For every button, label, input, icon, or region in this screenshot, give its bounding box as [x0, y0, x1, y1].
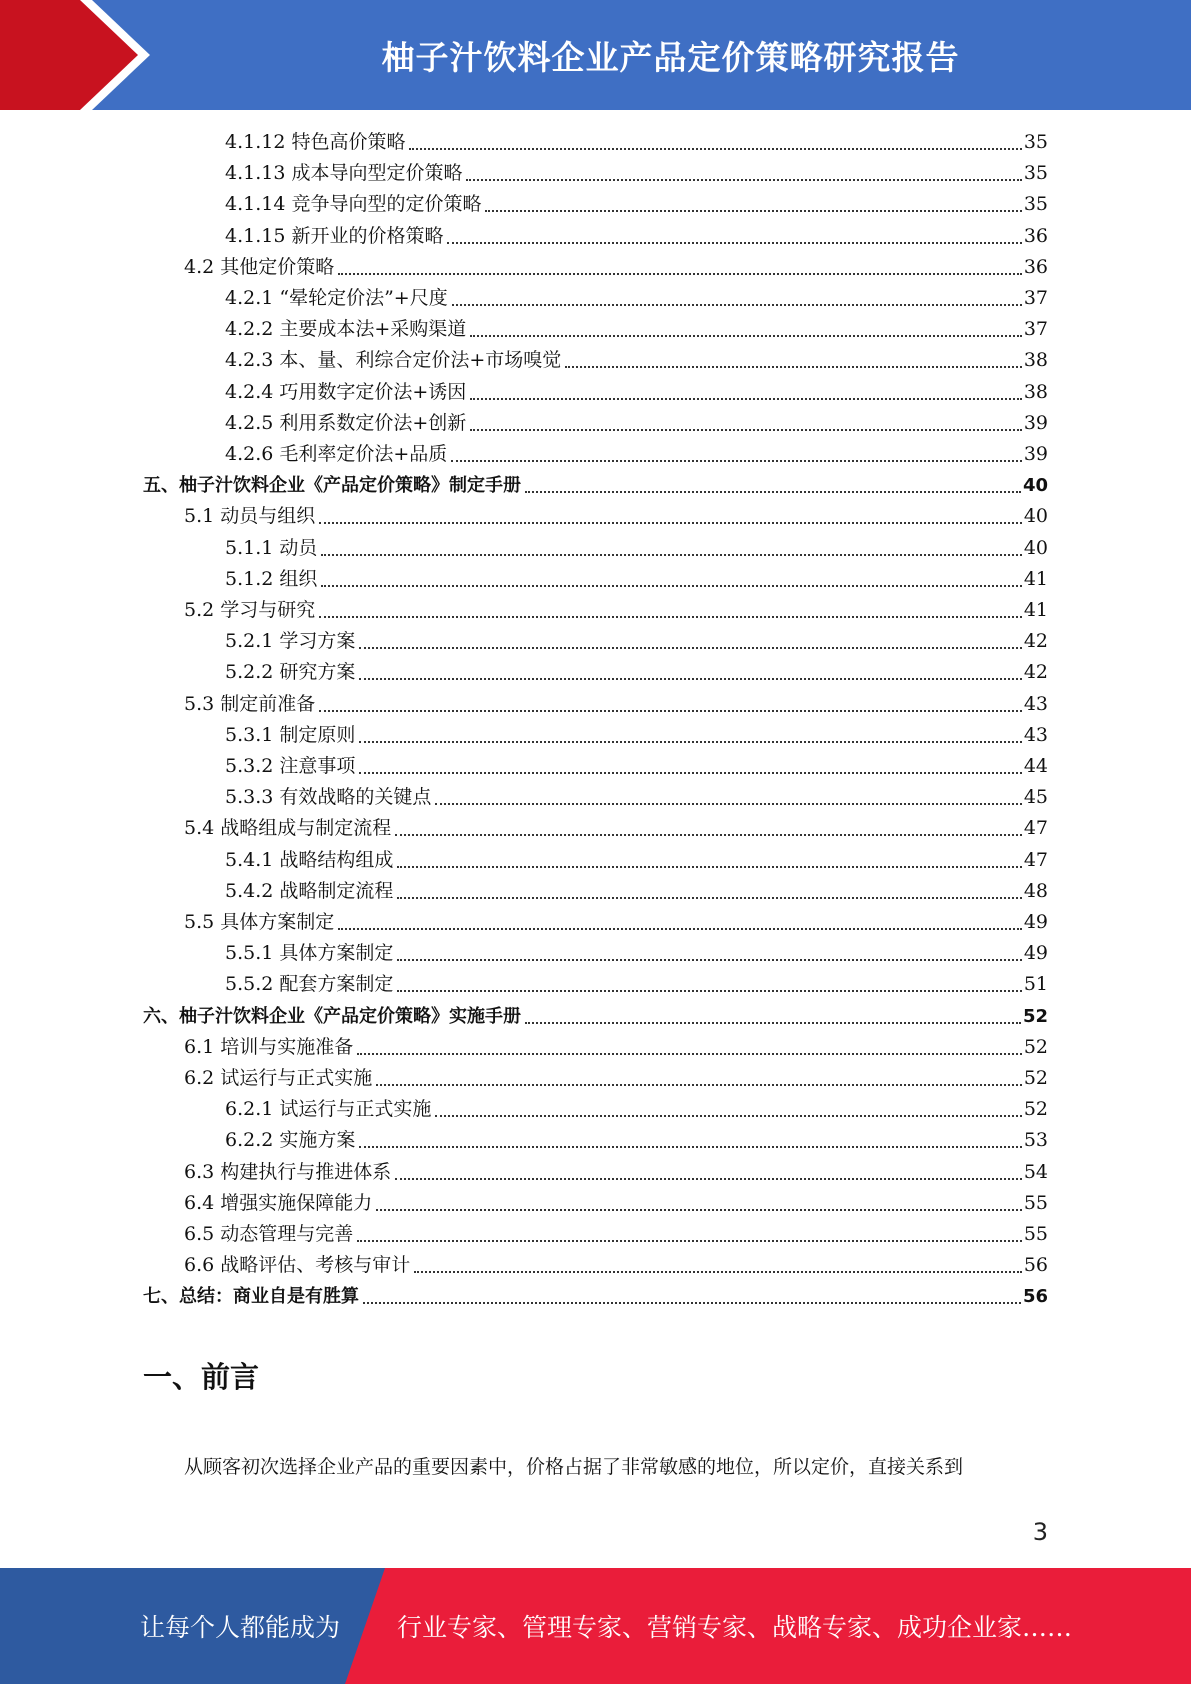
toc-leader-dots — [319, 615, 1022, 618]
toc-leader-dots — [395, 1177, 1022, 1180]
toc-leader-dots — [359, 740, 1021, 743]
toc-entry-label: 五、柚子汁饮料企业《产品定价策略》制定手册 — [143, 475, 521, 497]
toc-entry-label: 4.1.14 竞争导向型的定价策略 — [225, 193, 482, 216]
toc-entry-page: 51 — [1023, 973, 1048, 996]
toc-entry[interactable] — [225, 657, 1048, 688]
toc-entry-label: 5.4.2 战略制定流程 — [225, 879, 394, 902]
toc-leader-dots — [525, 1021, 1021, 1024]
toc-entry-label: 6.3 构建执行与推进体系 — [184, 1160, 392, 1183]
toc-entry-label: 6.4 增强实施保障能力 — [184, 1191, 373, 1214]
toc-entry-page: 40 — [1022, 475, 1048, 497]
toc-entry-label: 5.5.2 配套方案制定 — [225, 973, 394, 996]
toc-entry-page: 47 — [1023, 817, 1048, 840]
toc-leader-dots — [397, 865, 1021, 868]
toc-entry-label: 4.2.5 利用系数定价法+创新 — [225, 411, 467, 434]
toc-entry-label: 5.3 制定前准备 — [184, 692, 316, 715]
toc-entry[interactable] — [184, 252, 1048, 283]
toc-leader-dots — [338, 272, 1022, 275]
toc-leader-dots — [359, 646, 1021, 649]
toc-entry[interactable] — [225, 938, 1048, 969]
section-title: 一、前言 — [143, 1360, 260, 1394]
toc-leader-dots — [319, 709, 1022, 712]
toc-leader-dots — [357, 1239, 1022, 1242]
toc-entry-page: 40 — [1023, 505, 1048, 528]
toc-entry-page: 41 — [1023, 599, 1048, 621]
toc-leader-dots — [363, 1301, 1021, 1304]
toc-entry-label: 5.5 具体方案制定 — [184, 911, 335, 933]
toc-entry-label: 5.2 学习与研究 — [184, 599, 316, 621]
toc-entry[interactable] — [225, 969, 1048, 1000]
toc-entry-label: 6.2.1 试运行与正式实施 — [225, 1098, 432, 1121]
toc-entry-label: 六、柚子汁饮料企业《产品定价策略》实施手册 — [143, 1005, 521, 1027]
toc-leader-dots — [470, 428, 1022, 431]
toc-entry-label: 5.1.2 组织 — [225, 567, 318, 590]
toc-entry-label: 4.2.1 “晕轮定价法”+尺度 — [225, 287, 448, 309]
toc-entry[interactable] — [225, 845, 1048, 876]
toc-entry-label: 5.1 动员与组织 — [184, 505, 316, 528]
toc-entry-label: 4.2 其他定价策略 — [184, 255, 335, 278]
toc-entry-page: 43 — [1023, 723, 1048, 746]
toc-entry[interactable] — [225, 626, 1048, 657]
toc-entry[interactable] — [225, 408, 1048, 439]
toc-entry[interactable] — [225, 283, 1048, 314]
toc-entry-label: 5.3.3 有效战略的关键点 — [225, 786, 432, 809]
toc-entry[interactable] — [225, 1094, 1048, 1125]
header-title: 柚子汁饮料企业产品定价策略研究报告 — [381, 37, 960, 77]
toc-entry-label: 5.4.1 战略结构组成 — [225, 848, 394, 871]
toc-entry-page: 36 — [1023, 255, 1048, 278]
toc-entry[interactable] — [184, 1250, 1048, 1281]
toc-leader-dots — [359, 1145, 1021, 1148]
toc-entry-label: 5.3.2 注意事项 — [225, 755, 356, 777]
toc-leader-dots — [319, 521, 1022, 524]
toc-entry[interactable] — [225, 127, 1048, 158]
toc-leader-dots — [321, 584, 1021, 587]
toc-leader-dots — [321, 553, 1021, 556]
footer-slogan-right: 行业专家、管理专家、营销专家、战略专家、成功企业家…… — [397, 1613, 1073, 1642]
toc-entry[interactable] — [225, 189, 1048, 220]
toc-entry-label: 6.2 试运行与正式实施 — [184, 1067, 373, 1089]
toc-entry[interactable] — [143, 470, 1048, 501]
toc-entry[interactable] — [225, 345, 1048, 376]
toc-leader-dots — [470, 334, 1022, 337]
toc-entry[interactable] — [184, 689, 1048, 720]
toc-entry[interactable] — [184, 501, 1048, 532]
toc-entry[interactable] — [184, 1032, 1048, 1063]
toc-entry[interactable] — [225, 314, 1048, 345]
toc-entry-page: 39 — [1023, 443, 1048, 465]
toc-entry-page: 38 — [1023, 380, 1048, 403]
toc-entry-page: 49 — [1023, 942, 1048, 965]
toc-entry-page: 52 — [1022, 1005, 1048, 1027]
toc-entry-label: 5.2.1 学习方案 — [225, 630, 356, 653]
toc-entry-label: 5.3.1 制定原则 — [225, 723, 356, 746]
toc-entry-label: 5.5.1 具体方案制定 — [225, 942, 394, 965]
toc-leader-dots — [395, 833, 1022, 836]
toc-leader-dots — [359, 771, 1021, 774]
toc-entry[interactable] — [225, 533, 1048, 564]
toc-entry-page: 55 — [1023, 1191, 1048, 1214]
toc-entry[interactable] — [225, 782, 1048, 813]
footer-slogan-left: 让每个人都能成为 — [140, 1613, 341, 1642]
toc-leader-dots — [435, 802, 1021, 805]
body-paragraph: 从顾客初次选择企业产品的重要因素中，价格占据了非常敏感的地位，所以定价，直接关系到 — [184, 1456, 964, 1478]
toc-entry-page: 38 — [1023, 349, 1048, 372]
toc-entry-page: 42 — [1023, 661, 1048, 684]
toc-entry-label: 5.4 战略组成与制定流程 — [184, 817, 392, 840]
toc-entry-page: 35 — [1023, 131, 1048, 153]
toc-entry-page: 43 — [1023, 692, 1048, 715]
toc-entry-page: 40 — [1023, 536, 1048, 559]
toc-entry-page: 45 — [1023, 786, 1048, 809]
toc-leader-dots — [447, 241, 1021, 244]
toc-entry-label: 6.6 战略评估、考核与审计 — [184, 1254, 411, 1277]
toc-leader-dots — [466, 178, 1021, 181]
toc-entry[interactable] — [143, 1001, 1048, 1032]
toc-entry-page: 49 — [1023, 911, 1048, 933]
toc-entry[interactable] — [225, 158, 1048, 189]
toc-entry[interactable] — [184, 595, 1048, 626]
toc-entry[interactable] — [184, 907, 1048, 938]
toc-entry-label: 4.2.6 毛利率定价法+品质 — [225, 443, 448, 465]
page-header — [0, 0, 1191, 110]
toc-entry-page: 52 — [1023, 1035, 1048, 1058]
toc-entry[interactable] — [225, 439, 1048, 470]
toc-leader-dots — [397, 896, 1021, 899]
toc-entry-page: 35 — [1023, 193, 1048, 216]
toc-leader-dots — [376, 1208, 1022, 1211]
toc-entry-label: 4.2.3 本、量、利综合定价法+市场嗅觉 — [225, 349, 562, 372]
page-number: 3 — [1032, 1518, 1048, 1546]
toc-leader-dots — [470, 397, 1022, 400]
toc-leader-dots — [397, 989, 1021, 992]
toc-leader-dots — [452, 303, 1022, 306]
toc-leader-dots — [565, 365, 1022, 368]
toc-entry-page: 37 — [1023, 318, 1048, 341]
toc-leader-dots — [338, 927, 1022, 930]
toc-entry-page: 47 — [1023, 848, 1048, 871]
toc-entry[interactable] — [143, 1281, 1048, 1312]
toc-leader-dots — [357, 1052, 1022, 1055]
toc-entry-page: 55 — [1023, 1223, 1048, 1245]
toc-leader-dots — [376, 1083, 1022, 1086]
toc-entry-page: 36 — [1023, 224, 1048, 247]
toc-leader-dots — [451, 459, 1022, 462]
toc-leader-dots — [435, 1114, 1021, 1117]
toc-entry[interactable] — [184, 813, 1048, 844]
toc-leader-dots — [397, 958, 1021, 961]
toc-entry-label: 5.1.1 动员 — [225, 536, 318, 559]
toc-entry-page: 56 — [1023, 1254, 1048, 1277]
toc-entry-label: 6.5 动态管理与完善 — [184, 1223, 354, 1245]
toc-entry-page: 44 — [1023, 755, 1048, 777]
toc-entry-page: 37 — [1023, 287, 1048, 309]
toc-entry[interactable] — [225, 564, 1048, 595]
toc-entry[interactable] — [225, 876, 1048, 907]
toc-leader-dots — [359, 677, 1021, 680]
toc-leader-dots — [485, 209, 1021, 212]
toc-leader-dots — [414, 1270, 1022, 1273]
toc-entry-label: 4.1.12 特色高价策略 — [225, 131, 406, 153]
toc-entry[interactable] — [225, 1125, 1048, 1156]
toc-entry-label: 4.1.13 成本导向型定价策略 — [225, 162, 463, 185]
toc-entry-page: 39 — [1023, 411, 1048, 434]
header-red-arrow-decoration — [0, 0, 150, 110]
toc-entry-page: 48 — [1023, 879, 1048, 902]
toc-entry-label: 4.1.15 新开业的价格策略 — [225, 224, 444, 247]
toc-entry-page: 35 — [1023, 162, 1048, 185]
toc-entry[interactable] — [184, 1188, 1048, 1219]
toc-leader-dots — [409, 147, 1021, 150]
toc-entry-label: 4.2.4 巧用数字定价法+诱因 — [225, 380, 467, 403]
toc-entry[interactable] — [184, 1157, 1048, 1188]
toc-entry-page: 42 — [1023, 630, 1048, 653]
toc-entry-page: 52 — [1023, 1098, 1048, 1121]
toc-entry[interactable] — [225, 221, 1048, 252]
toc-entry-page: 54 — [1023, 1160, 1048, 1183]
toc-entry-page: 53 — [1023, 1129, 1048, 1152]
toc-entry[interactable] — [184, 1219, 1048, 1250]
toc-entry-page: 52 — [1023, 1067, 1048, 1089]
toc-entry-page: 41 — [1023, 567, 1048, 590]
toc-entry-label: 七、总结：商业自是有胜算 — [143, 1286, 359, 1308]
toc-entry-page: 56 — [1022, 1286, 1048, 1308]
toc-entry-label: 6.1 培训与实施准备 — [184, 1035, 354, 1058]
toc-entry-label: 4.2.2 主要成本法+采购渠道 — [225, 318, 467, 341]
toc-leader-dots — [525, 490, 1021, 493]
toc-entry[interactable] — [184, 1063, 1048, 1094]
toc-entry-label: 5.2.2 研究方案 — [225, 661, 356, 684]
toc-entry[interactable] — [225, 751, 1048, 782]
toc-entry-label: 6.2.2 实施方案 — [225, 1129, 356, 1152]
page-footer — [0, 1568, 1191, 1684]
toc-entry[interactable] — [225, 720, 1048, 751]
toc-entry[interactable] — [225, 377, 1048, 408]
